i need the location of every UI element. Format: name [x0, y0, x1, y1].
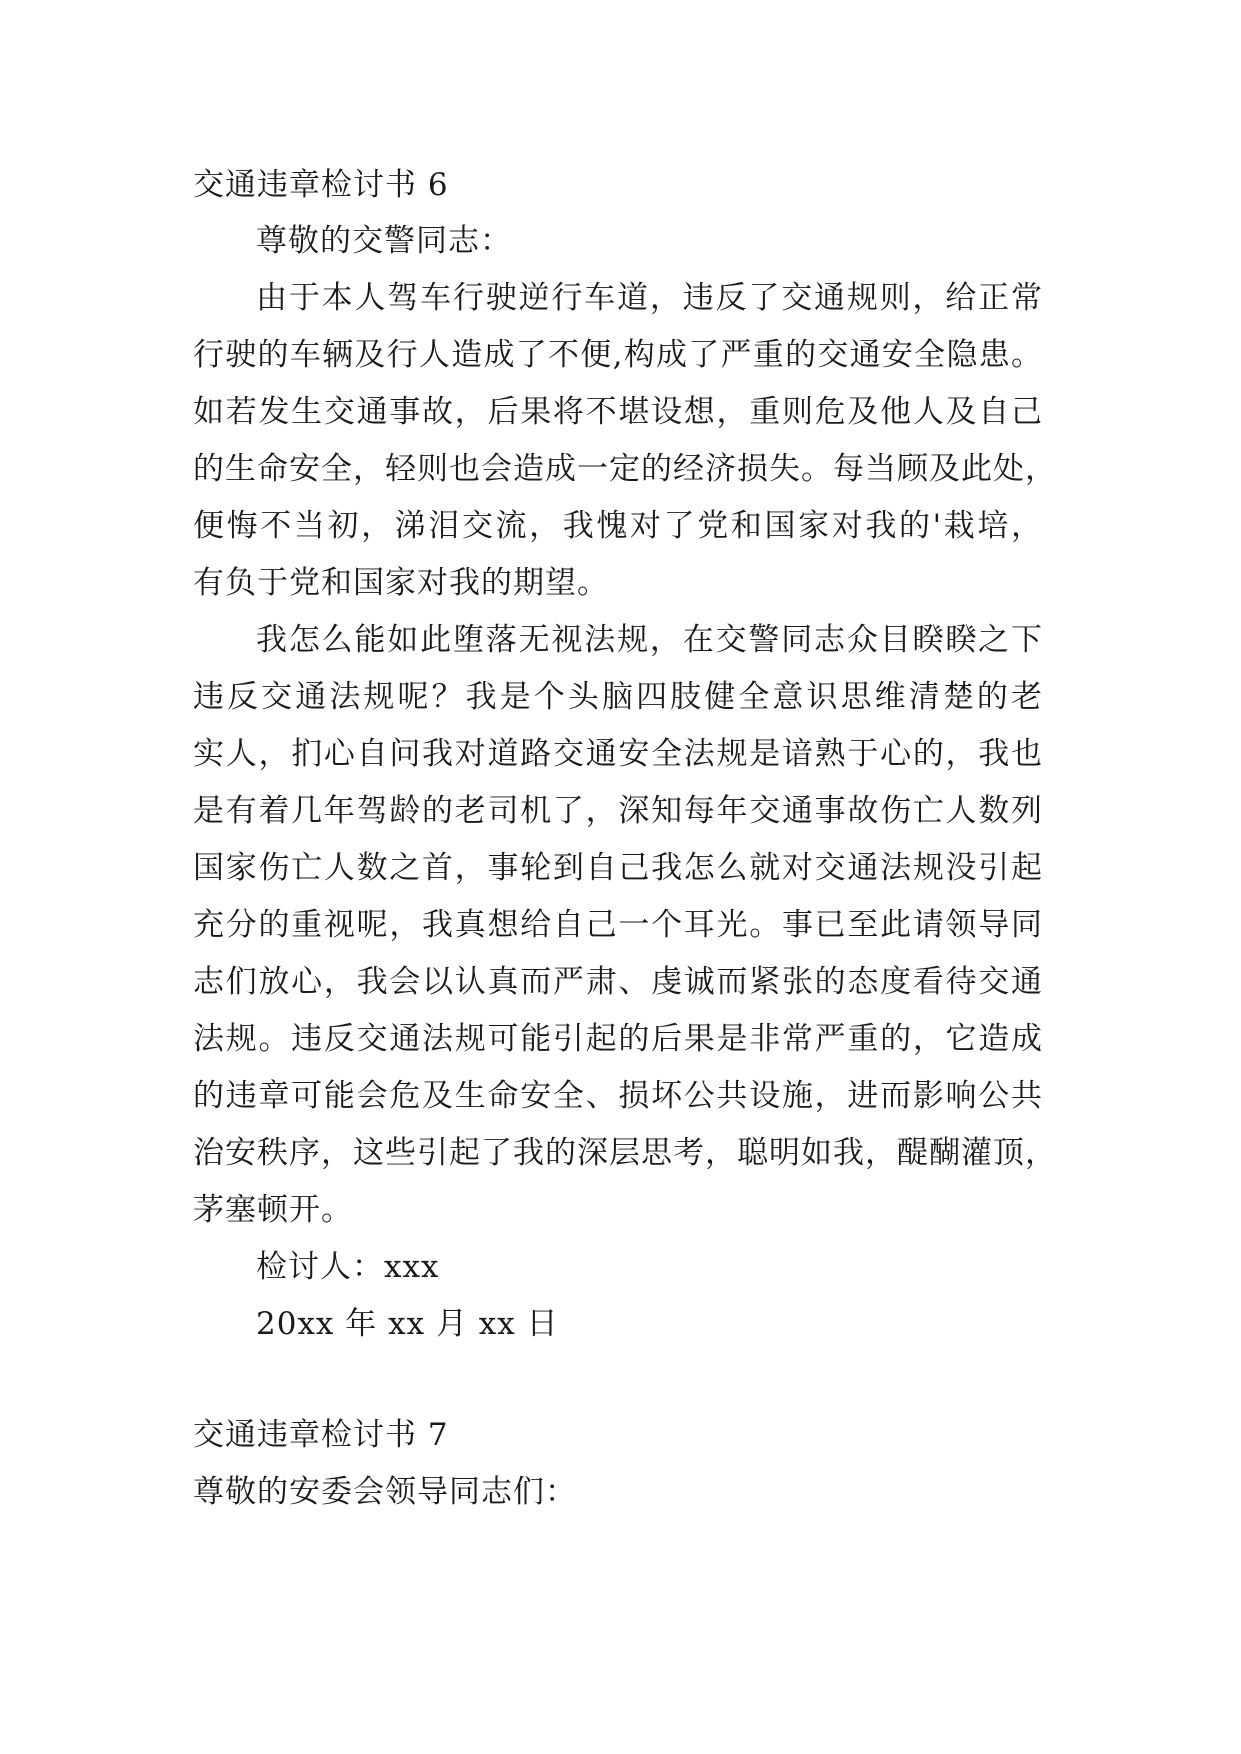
paragraph2-line: 是有着几年驾龄的老司机了，深知每年交通事故伤亡人数列 — [193, 793, 1043, 829]
paragraph2-line: 茅塞顿开。 — [193, 1192, 353, 1228]
paragraph1-line: 行驶的车辆及行人造成了不便,构成了严重的交通安全隐患。 — [193, 337, 1043, 373]
paragraph2-line: 实人，扪心自问我对道路交通安全法规是谙熟于心的，我也 — [193, 736, 1043, 772]
paragraph2-line: 国家伤亡人数之首，事轮到自己我怎么就对交通法规没引起 — [193, 850, 1043, 886]
section7-title: 交通违章检讨书 7 — [193, 1417, 449, 1453]
section7-salutation: 尊敬的安委会领导同志们： — [193, 1474, 577, 1510]
paragraph2-line: 治安秩序，这些引起了我的深层思考，聪明如我，醍醐灌顶， — [193, 1135, 1057, 1171]
section6-salutation: 尊敬的交警同志： — [256, 223, 512, 259]
paragraph2-line: 的违章可能会危及生命安全、损坏公共设施，进而影响公共 — [193, 1078, 1043, 1114]
signer: 检讨人：xxx — [256, 1249, 440, 1285]
date: 20xx 年 xx 月 xx 日 — [256, 1306, 559, 1342]
paragraph1-line: 如若发生交通事故，后果将不堪设想，重则危及他人及自己 — [193, 394, 1043, 430]
paragraph1-line: 由于本人驾车行驶逆行车道，违反了交通规则，给正常 — [256, 280, 1043, 316]
paragraph1-line: 有负于党和国家对我的期望。 — [193, 565, 609, 601]
paragraph1-line: 便悔不当初，涕泪交流，我愧对了党和国家对我的'栽培， — [193, 508, 1043, 544]
paragraph2-line: 法规。违反交通法规可能引起的后果是非常严重的，它造成 — [193, 1021, 1043, 1057]
section6-title: 交通违章检讨书 6 — [193, 167, 449, 203]
paragraph2-line: 违反交通法规呢？我是个头脑四肢健全意识思维清楚的老 — [193, 679, 1043, 715]
paragraph2-line: 志们放心，我会以认真而严肃、虔诚而紧张的态度看待交通 — [193, 964, 1043, 1000]
paragraph2-line: 我怎么能如此堕落无视法规，在交警同志众目睽睽之下 — [256, 622, 1043, 658]
paragraph1-line: 的生命安全，轻则也会造成一定的经济损失。每当顾及此处， — [193, 451, 1057, 487]
paragraph2-line: 充分的重视呢，我真想给自己一个耳光。事已至此请领导同 — [193, 907, 1043, 943]
